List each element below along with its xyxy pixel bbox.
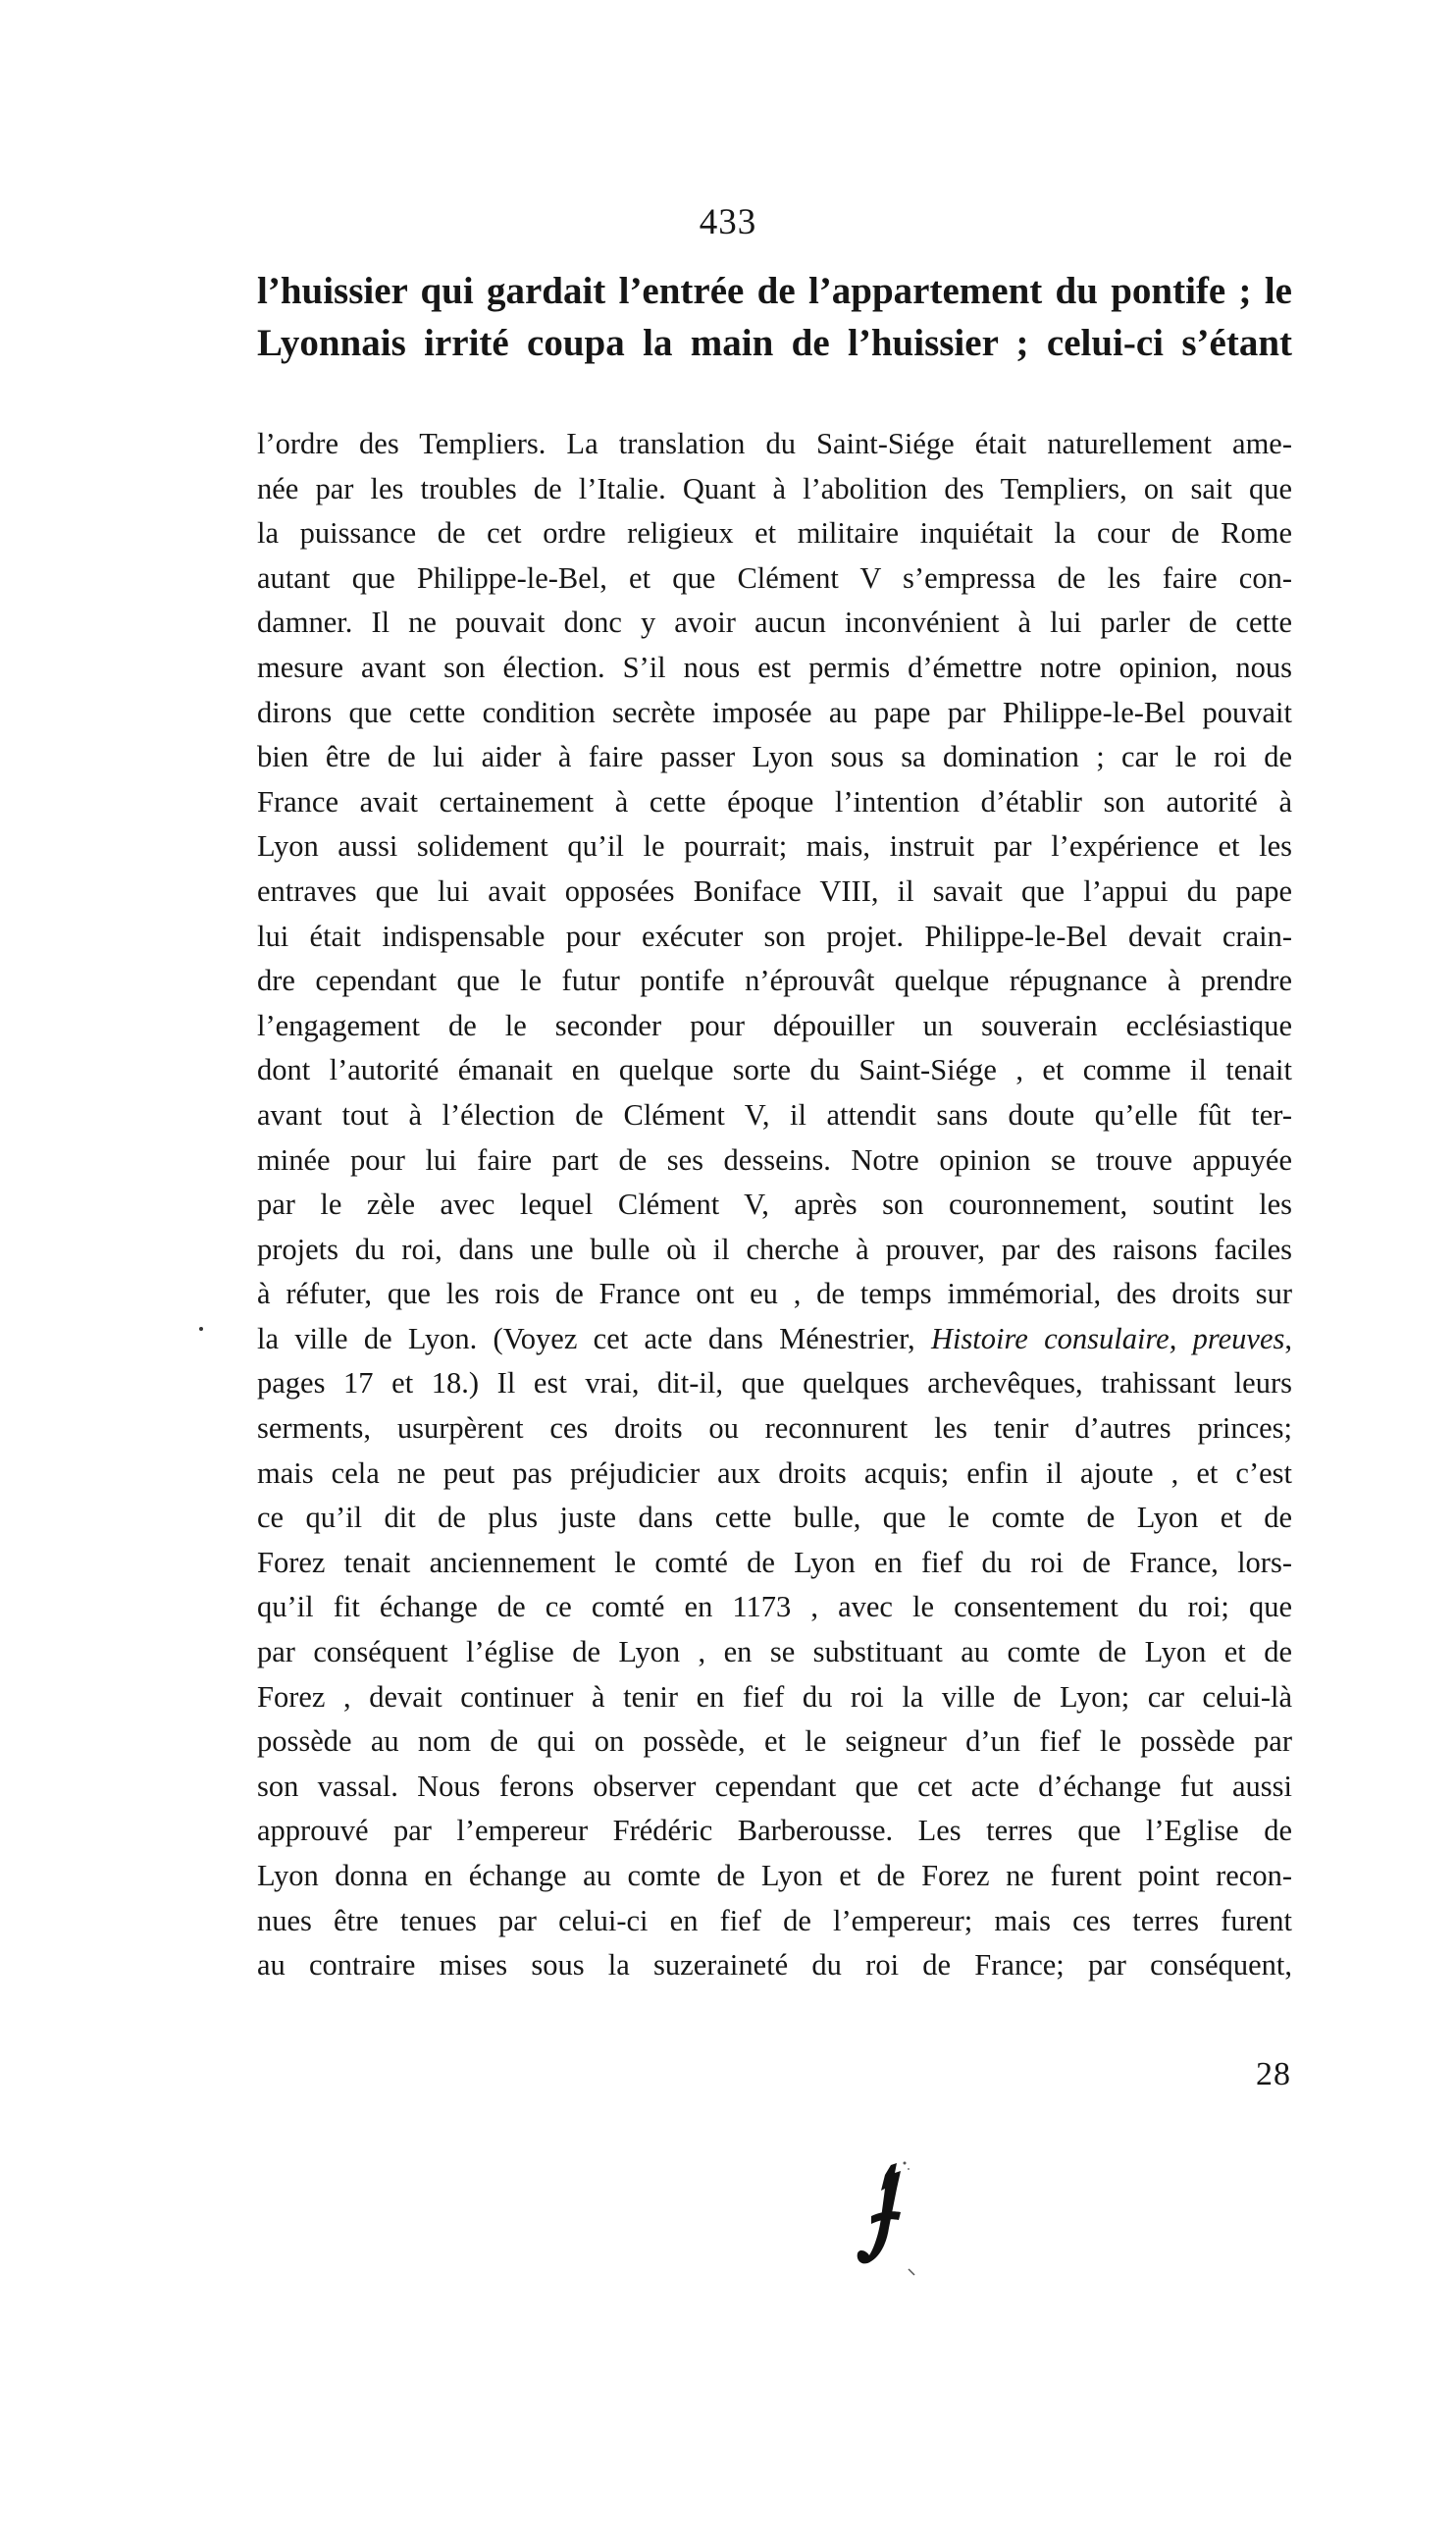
footnote-line: approuvé par l’empereur Frédéric Barberousse. Les terres que l’Eglise de <box>257 1814 1292 1848</box>
footnote-line: dirons que cette condition secrète imposée au pape par Philippe-le-Bel pouvait <box>257 695 1292 729</box>
footnote-line: lui était indispensable pour exécuter son projet. Philippe-le-Bel devait crain- <box>257 919 1292 953</box>
footnote-line-citation <box>257 1317 1292 1362</box>
footnote-line: dre cependant que le futur pontife n’éprouvât quelque répugnance à prendre <box>257 964 1292 998</box>
footnote-line: France avait certainement à cette époque l’intention d’établir son autorité à <box>257 784 1292 819</box>
footnote-line: nues être tenues par celui-ci en fief de l’empereur; mais ces terres furent <box>257 1903 1292 1937</box>
footnote-line: minée pour lui faire part de ses desseins. Notre opinion se trouve appuyée <box>257 1142 1292 1177</box>
main-text-line: Lyonnais irrité coupa la main de l’huissier ; celui-ci s’étant <box>257 322 1292 364</box>
footnote-line: la puissance de cet ordre religieux et militaire inquiétait la cour de Rome <box>257 516 1292 551</box>
footnote-line: qu’il fit échange de ce comté en 1173 , avec le consentement du roi; que <box>257 1590 1292 1624</box>
footnote-line: serments, usurpèrent ces droits ou reconnurent les tenir d’autres princes; <box>257 1411 1292 1446</box>
footnote-line: l’ordre des Templiers. La translation du Saint-Siége était naturellement ame- <box>257 427 1292 460</box>
footnote-line: entraves que lui avait opposées Boniface VIII, il savait que l’appui du pape <box>257 873 1292 908</box>
footnote-line: mesure avant son élection. S’il nous est permis d’émettre notre opinion, nous <box>257 650 1292 684</box>
footnote-line: mais cela ne peut pas préjudicier aux droits acquis; enfin il ajoute , et c’est <box>257 1455 1292 1490</box>
footnote-line: l’engagement de le seconder pour dépouiller un souverain ecclésiastique <box>257 1008 1292 1042</box>
footnote-line: à réfuter, que les rois de France ont eu , de temps immémorial, des droits sur <box>257 1277 1292 1311</box>
footnote-line: au contraire mises sous la suzeraineté du roi de France; par conséquent, <box>257 1948 1292 1983</box>
footnote-line: possède au nom de qui on possède, et le seigneur d’un fief le possède par <box>257 1724 1292 1759</box>
main-text-line: l’huissier qui gardait l’entrée de l’appartement du pontife ; le <box>257 270 1292 312</box>
footnote-line: damner. Il ne pouvait donc y avoir aucun inconvénient à lui parler de cette <box>257 606 1292 640</box>
footnote-line: son vassal. Nous ferons observer cependant que cet acte d’échange fut aussi <box>257 1769 1292 1803</box>
citation-punctuation: , <box>1284 1321 1292 1355</box>
margin-dot <box>199 1327 203 1331</box>
footnote <box>257 422 1292 1988</box>
footnote-line: dont l’autorité émanait en quelque sorte du Saint-Siége , et comme il tenait <box>257 1053 1292 1087</box>
main-text <box>257 265 1292 369</box>
signature-mark: 28 <box>1256 2056 1291 2092</box>
footnote-line: par le zèle avec lequel Clément V, après son couronnement, soutint les <box>257 1188 1292 1222</box>
citation-text: la ville de Lyon. (Voyez cet acte dans Ménestrier, <box>257 1321 931 1355</box>
footnote-line: Forez , devait continuer à tenir en fief du roi la ville de Lyon; car celui-là <box>257 1679 1292 1714</box>
footnote-line: Forez tenait anciennement le comté de Lyon en fief du roi de France, lors- <box>257 1545 1292 1579</box>
footnote-line: pages 17 et 18.) Il est vrai, dit-il, que quelques archevêques, trahissant leurs <box>257 1366 1292 1401</box>
footnote-line: par conséquent l’église de Lyon , en se substituant au comte de Lyon et de <box>257 1635 1292 1669</box>
footnote-line: autant que Philippe-le-Bel, et que Clément V s’empressa de les faire con- <box>257 560 1292 595</box>
footnote-line: Lyon donna en échange au comte de Lyon et de Forez ne furent point recon- <box>257 1859 1292 1892</box>
footnote-line: bien être de lui aider à faire passer Lyon sous sa domination ; car le roi de <box>257 740 1292 774</box>
ink-stamp-icon <box>852 2159 920 2277</box>
footnote-line: née par les troubles de l’Italie. Quant à l’abolition des Templiers, on sait que <box>257 471 1292 505</box>
footnote-line: Lyon aussi solidement qu’il le pourrait; mais, instruit par l’expérience et les <box>257 829 1292 864</box>
page-number: 433 <box>699 202 757 242</box>
footnote-line: avant tout à l’élection de Clément V, il attendit sans doute qu’elle fût ter- <box>257 1097 1292 1132</box>
footnote-line: ce qu’il dit de plus juste dans cette bulle, que le comte de Lyon et de <box>257 1501 1292 1535</box>
footnote-line: projets du roi, dans une bulle où il cherche à prouver, par des raisons faciles <box>257 1232 1292 1266</box>
citation-title: Histoire consulaire, preuves <box>930 1321 1285 1355</box>
